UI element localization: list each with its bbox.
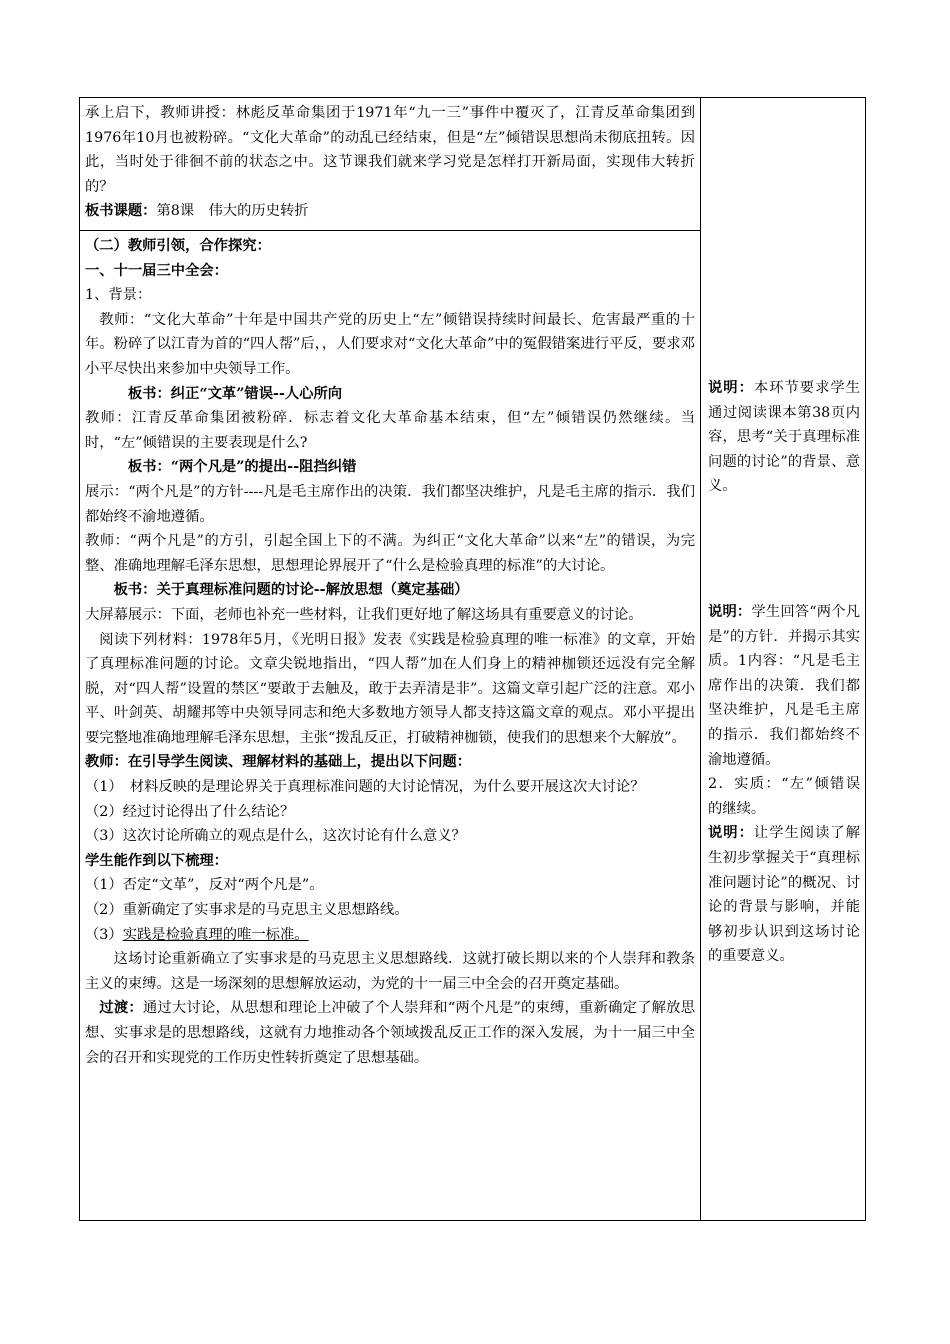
answer-2: （2）重新确定了实事求是的马克思主义思想路线。 xyxy=(85,902,409,919)
question-2: （2）经过讨论得出了什么结论？ xyxy=(85,803,295,820)
question-3: （3）这次讨论所确立的观点是什么，这次讨论有什么意义？ xyxy=(85,828,466,845)
side-note-2-body: 学生回答“两个凡是”的方针．并揭示其实质。1内容：“凡是毛主席作出的决策．我们都坚决维护，凡是毛主席的指示．我们都始终不渝地遵循。 xyxy=(708,604,860,768)
column-divider xyxy=(700,98,701,1220)
lesson-table xyxy=(79,97,866,1221)
row-divider xyxy=(80,230,700,231)
side-note-2-point2: 2．实质：“左”倾错误的继续。 xyxy=(708,776,860,817)
answer-3-text: 实践是检验真理的唯一标准。 xyxy=(122,926,309,943)
side-note-2-text xyxy=(708,600,860,772)
teacher-paragraph-3: 教师：“两个凡是”的方引，引起全国上下的不满。为纠正“文化大革命”以来“左”的错误，为完整、准确地理解毛泽东思想，思想理论界展开了“什么是检验真理的标准”的大讨论。 xyxy=(85,533,695,574)
part1-title: 一、十一届三中全会： xyxy=(85,262,228,279)
board-title-label: 板书课题： xyxy=(85,203,157,220)
intro-text: 承上启下，教师讲授：林彪反革命集团于1971年“九一三”事件中覆灭了，江青反革命集团到1976年10月也被粉碎。“文化大革命”的动乱已经结束，但是“左”倾错误思想尚未彻底扭转。因此，当时处于徘徊不前的状态之中。这节课我们就来学习党是怎样打开新局面，实现伟大转折的？ xyxy=(85,105,695,195)
section-title: （二）教师引领，合作探究： xyxy=(85,238,271,254)
teacher-questions-intro: 教师：在引导学生阅读、理解材料的基础上，提出以下问题： xyxy=(85,754,472,771)
show-paragraph: 展示：“两个凡是”的方针----凡是毛主席作出的决策．我们都坚决维护，凡是毛主席的指示．我们都始终不渝地遵循。 xyxy=(85,483,695,525)
screen-paragraph: 大屏幕展示：下面，老师也补充一些材料，让我们更好地了解这场具有重要意义的讨论。 xyxy=(85,606,643,623)
summary-paragraph: 这场讨论重新确立了实事求是的马克思主义思想路线．这就打破长期以来的个人崇拜和教条主义的束缚。这是一场深刻的思想解放运动，为党的十一届三中全会的召开奠定基础。 xyxy=(85,951,695,992)
subheading-background: 1、背景： xyxy=(85,287,152,304)
side-note-3-body: 让学生阅读了解生初步掌握关于“真理标准问题讨论”的概况、讨论的背景与影响，并能够初步认识到这场讨论的重要意义。 xyxy=(708,825,861,965)
side-note-1 xyxy=(708,376,860,499)
board-note-1: 板书：纠正“文革”错误--人心所向 xyxy=(127,385,343,402)
main-content-cell xyxy=(85,234,695,1070)
side-note-2 xyxy=(708,600,860,969)
teacher-paragraph-2: 教师：江青反革命集团被粉碎．标志着文化大革命基本结束，但“左”倾错误仍然继续。当时，“左”倾错误的主要表现是什么? xyxy=(85,410,695,451)
side-note-2-label: 说明： xyxy=(708,604,752,620)
board-note-3: 板书：关于真理标准问题的讨论--解放思想（奠定基础） xyxy=(113,582,469,599)
board-title-text: 第8课 伟大的历史转折 xyxy=(156,203,309,220)
side-note-3-text xyxy=(708,821,860,969)
side-note-1-text xyxy=(708,376,860,499)
question-1: （1） 材料反映的是理论界关于真理标准问题的大讨论情况，为什么要开展这次大讨论？ xyxy=(85,779,645,796)
intro-cell xyxy=(85,101,695,224)
side-note-3-label: 说明： xyxy=(708,825,754,842)
answer-3 xyxy=(85,923,695,948)
side-note-1-label: 说明： xyxy=(708,380,754,396)
answer-1: （1）否定“文革”，反对“两个凡是”。 xyxy=(85,877,324,894)
side-note-1-body: 本环节要求学生通过阅读课本第38页内容，思考“关于真理标准问题的讨论”的背景、意义。 xyxy=(708,380,861,495)
transition-label: 过渡： xyxy=(99,1000,143,1017)
board-title-line xyxy=(85,199,695,224)
teacher-paragraph-1: 教师：“文化大革命”十年是中国共产党的历史上“左”倾错误持续时间最长、危害最严重的十年。粉碎了以江青为首的“四人帮”后，，人们要求对“文化大革命”中的冤假错案进行平反，要求邓小平尽快出来参加中央领导工作。 xyxy=(85,311,695,377)
reading-material: 阅读下列材料：1978年5月，《光明日报》发表《实践是检验真理的唯一标准》的文章，开始了真理标准问题的讨论。文章尖锐地指出，“四人帮”加在人们身上的精神枷锁还远没有完全解脱，对“四人帮”设置的禁区“要敢于去触及，敢于去弄清是非”。这篇文章引起广泛的注意。邓小平、叶剑英、胡耀邦等中央领导同志和绝大多数地方领导人都支持这篇文章的观点。邓小平提出要完整地准确地理解毛泽东思想，主张“拨乱反正，打破精神枷锁，使我们的思想来个大解放”。 xyxy=(85,631,695,746)
board-note-2: 板书：“两个凡是”的提出--阻挡纠错 xyxy=(127,459,357,476)
students-heading: 学生能作到以下梳理： xyxy=(85,852,228,869)
transition-paragraph xyxy=(85,996,695,1070)
transition-text: 通过大讨论，从思想和理论上冲破了个人崇拜和“两个凡是”的束缚，重新确定了解放思想、实事求是的思想路线，这就有力地推动各个领域拨乱反正工作的深入发展，为十一届三中全会的召开和实现党的工作历史性转折奠定了思想基础。 xyxy=(85,1000,696,1066)
answer-3-prefix: （3） xyxy=(85,926,123,943)
